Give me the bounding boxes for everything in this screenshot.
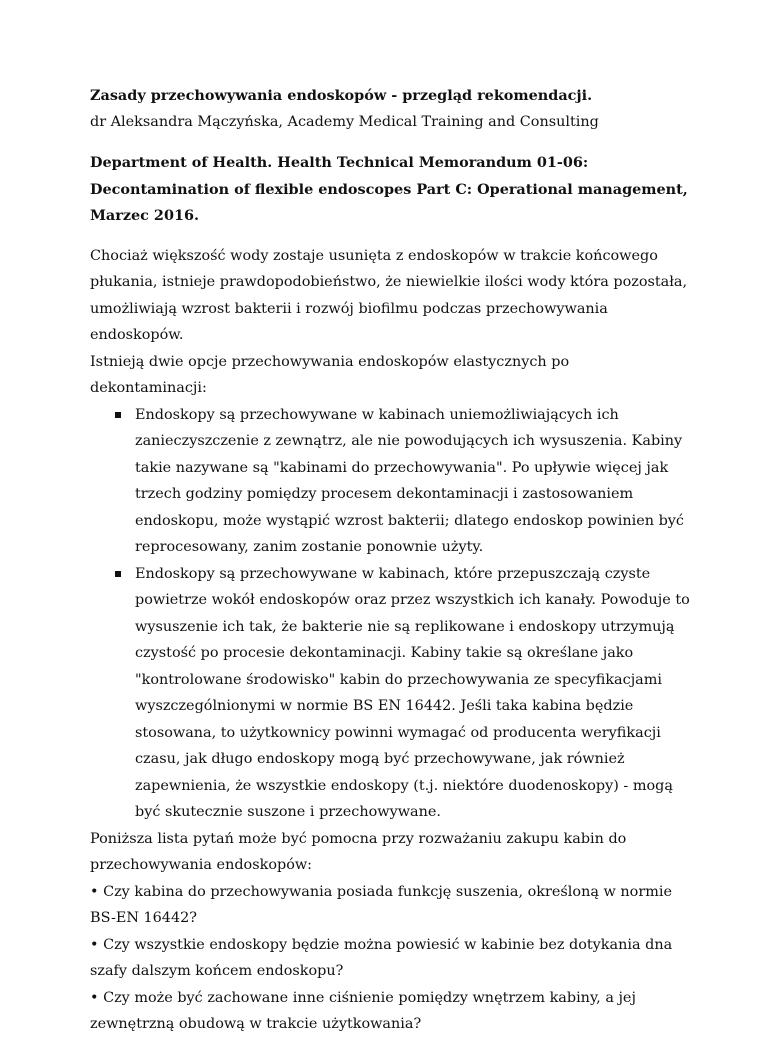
option-text: Endoskopy są przechowywane w kabinach uniemożliwiających ich zanieczyszczenie z zewnątrz, ale nie powodujących ich wysuszenia. Kabiny takie nazywane są "kabinami do przechowywania". Po upływie więcej jak trzech godziny pomiędzy procesem dekontaminacji i zastosowaniem endoskopu, może wystąpić wzrost bakterii; dlatego endoskop powinien być reprocesowany, zanim zostanie ponownie użyty.	[135, 406, 684, 555]
list-item	[90, 561, 690, 826]
options-list	[90, 402, 690, 826]
list-item	[90, 402, 690, 561]
question-item: • Czy może być zachowane inne ciśnienie pomiędzy wnętrzem kabiny, a jej zewnętrzną obudową w trakcie użytkowania?	[90, 989, 636, 1032]
options-intro: Istnieją dwie opcje przechowywania endoskopów elastycznych po dekontaminacji:	[90, 353, 570, 396]
option-text: Endoskopy są przechowywane w kabinach, które przepuszczają czyste powietrze wokół endoskopów oraz przez wszystkich ich kanały. Powoduje to wysuszenie ich tak, że bakterie nie są replikowane i endoskopy utrzymują czystość po procesie dekontaminacji. Kabiny takie są określane jako "kontrolowane środowisko" kabin do przechowywania ze specyfikacjami wyszczególnionymi w normie BS EN 16442. Jeśli taka kabina będzie stosowana, to użytkownicy powinni wymagać od producenta weryfikacji czasu, jak długo endoskopy mogą być przechowywane, jak również zapewnienia, że wszystkie endoskopy (t.j. niektóre duodenoskopy) - mogą być skutecznie suszone i przechowywane.	[135, 565, 690, 820]
square-bullet-icon	[115, 571, 121, 577]
reference-citation: Department of Health. Health Technical Memorandum 01-06: Decontamination of flexible endoscopes Part C: Operational management, Marzec 2016.	[90, 154, 688, 224]
question-item: • Czy wszystkie endoskopy będzie można powiesić w kabinie bez dotykania dna szafy dalszym końcem endoskopu?	[90, 936, 673, 979]
questions-intro: Poniższa lista pytań może być pomocna przy rozważaniu zakupu kabin do przechowywania endoskopów:	[90, 830, 627, 873]
document-page	[90, 82, 690, 1038]
document-title: Zasady przechowywania endoskopów - przegląd rekomendacji.	[90, 87, 593, 104]
intro-paragraph: Chociaż większość wody zostaje usunięta z endoskopów w trakcie końcowego płukania, istnieje prawdopodobieństwo, że niewielkie ilości wody która pozostała, umożliwiają wzrost bakterii i rozwój biofilmu podczas przechowywania endoskopów.	[90, 247, 688, 343]
question-item: • Czy kabina do przechowywania posiada funkcję suszenia, określoną w normie BS-EN 16442?	[90, 883, 672, 926]
square-bullet-icon	[115, 412, 121, 418]
document-author: dr Aleksandra Mączyńska, Academy Medical Training and Consulting	[90, 114, 599, 130]
